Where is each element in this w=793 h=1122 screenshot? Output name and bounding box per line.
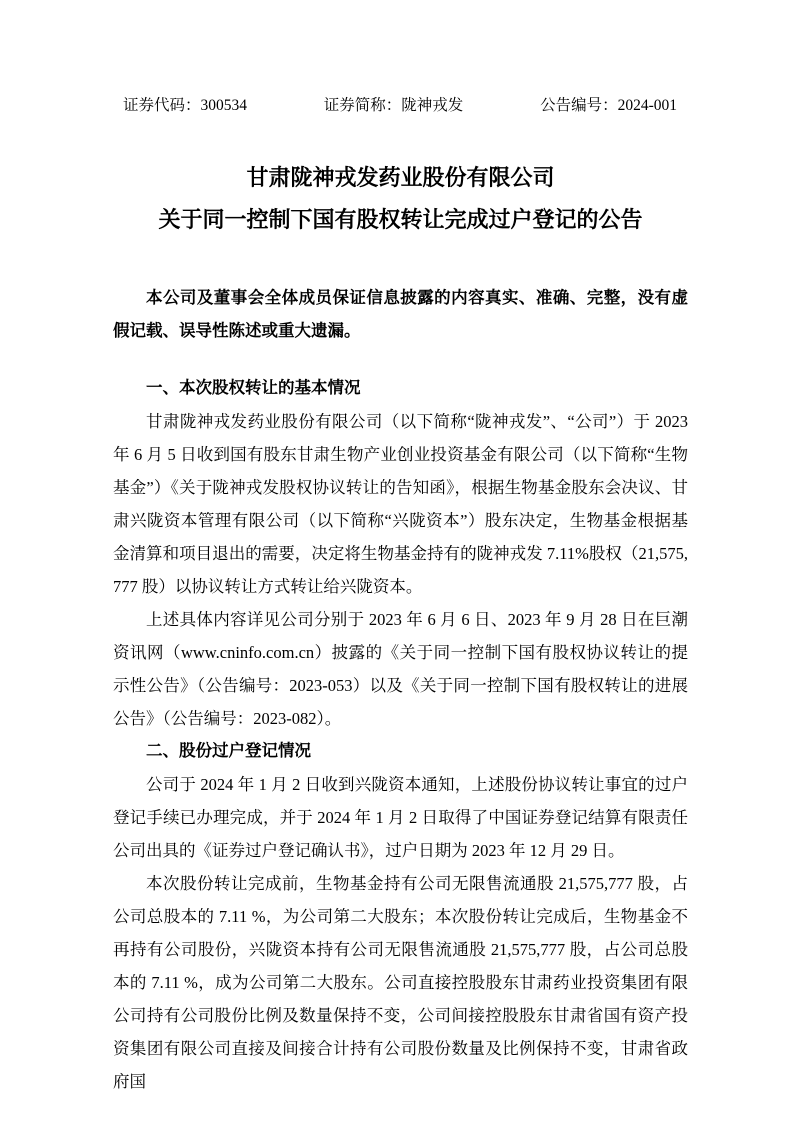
announcement-number: 公告编号：2024-001	[540, 97, 677, 114]
stock-code: 证券代码：300534	[123, 97, 248, 114]
section-2-heading: 二、股份过户登记情况	[146, 742, 311, 760]
company-name-title: 甘肃陇神戎发药业股份有限公司	[246, 165, 555, 190]
section-1-paragraph-2: 上述具体内容详见公司分别于 2023 年 6 月 6 日、2023 年 9 月 28 日在巨潮资讯网（www.cninfo.com.cn）披露的《关于同一控制下国有股权协议转让的提示性公告》（公告编号：2023-053）以及《关于同一控制下国有股权转让的进展公告》（公告编号：2023-082）。	[113, 610, 688, 728]
stock-abbreviation: 证券简称：陇神戎发	[323, 97, 464, 114]
section-2-paragraph-2: 本次股份转让完成前，生物基金持有公司无限售流通股 21,575,777 股，占公司总股本的 7.11 %，为公司第二大股东；本次股份转让完成后，生物基金不再持有公司股份，兴陇资本持有公司无限售流通股 21,575,777 股，占公司总股本的 7.11 %，成为公司第二大股东。公司直接控股股东甘肃药业投资集团有限公司持有公司股份比例及数量保持不变，公司间接控股股东甘肃省国有资产投资集团有限公司直接及间接合计持有公司股份数量及比例保持不变，甘肃省政府国	[113, 874, 688, 1091]
securities-header-row	[113, 96, 688, 116]
section-2-paragraph-1: 公司于 2024 年 1 月 2 日收到兴陇资本通知，上述股份协议转让事宜的过户登记手续已办理完成，并于 2024 年 1 月 2 日取得了中国证券登记结算有限责任公司出具的《证券过户登记确认书》，过户日期为 2023 年 12 月 29 日。	[113, 775, 688, 860]
section-1-paragraph-1: 甘肃陇神戎发药业股份有限公司（以下简称“陇神戎发”、“公司”）于 2023 年 6 月 5 日收到国有股东甘肃生物产业创业投资基金有限公司（以下简称“生物基金”）《关于陇神戎发股权协议转让的告知函》，根据生物基金股东会决议、甘肃兴陇资本管理有限公司（以下简称“兴陇资本”）股东决定，生物基金根据基金清算和项目退出的需要，决定将生物基金持有的陇神戎发 7.11%股权（21,575,777 股）以协议转让方式转让给兴陇资本。	[113, 412, 688, 596]
section-1-heading: 一、本次股权转让的基本情况	[146, 379, 361, 397]
board-declaration: 本公司及董事会全体成员保证信息披露的内容真实、准确、完整，没有虚假记载、误导性陈述或重大遗漏。	[113, 289, 688, 340]
announcement-title: 关于同一控制下国有股权转让完成过户登记的公告	[158, 207, 643, 232]
